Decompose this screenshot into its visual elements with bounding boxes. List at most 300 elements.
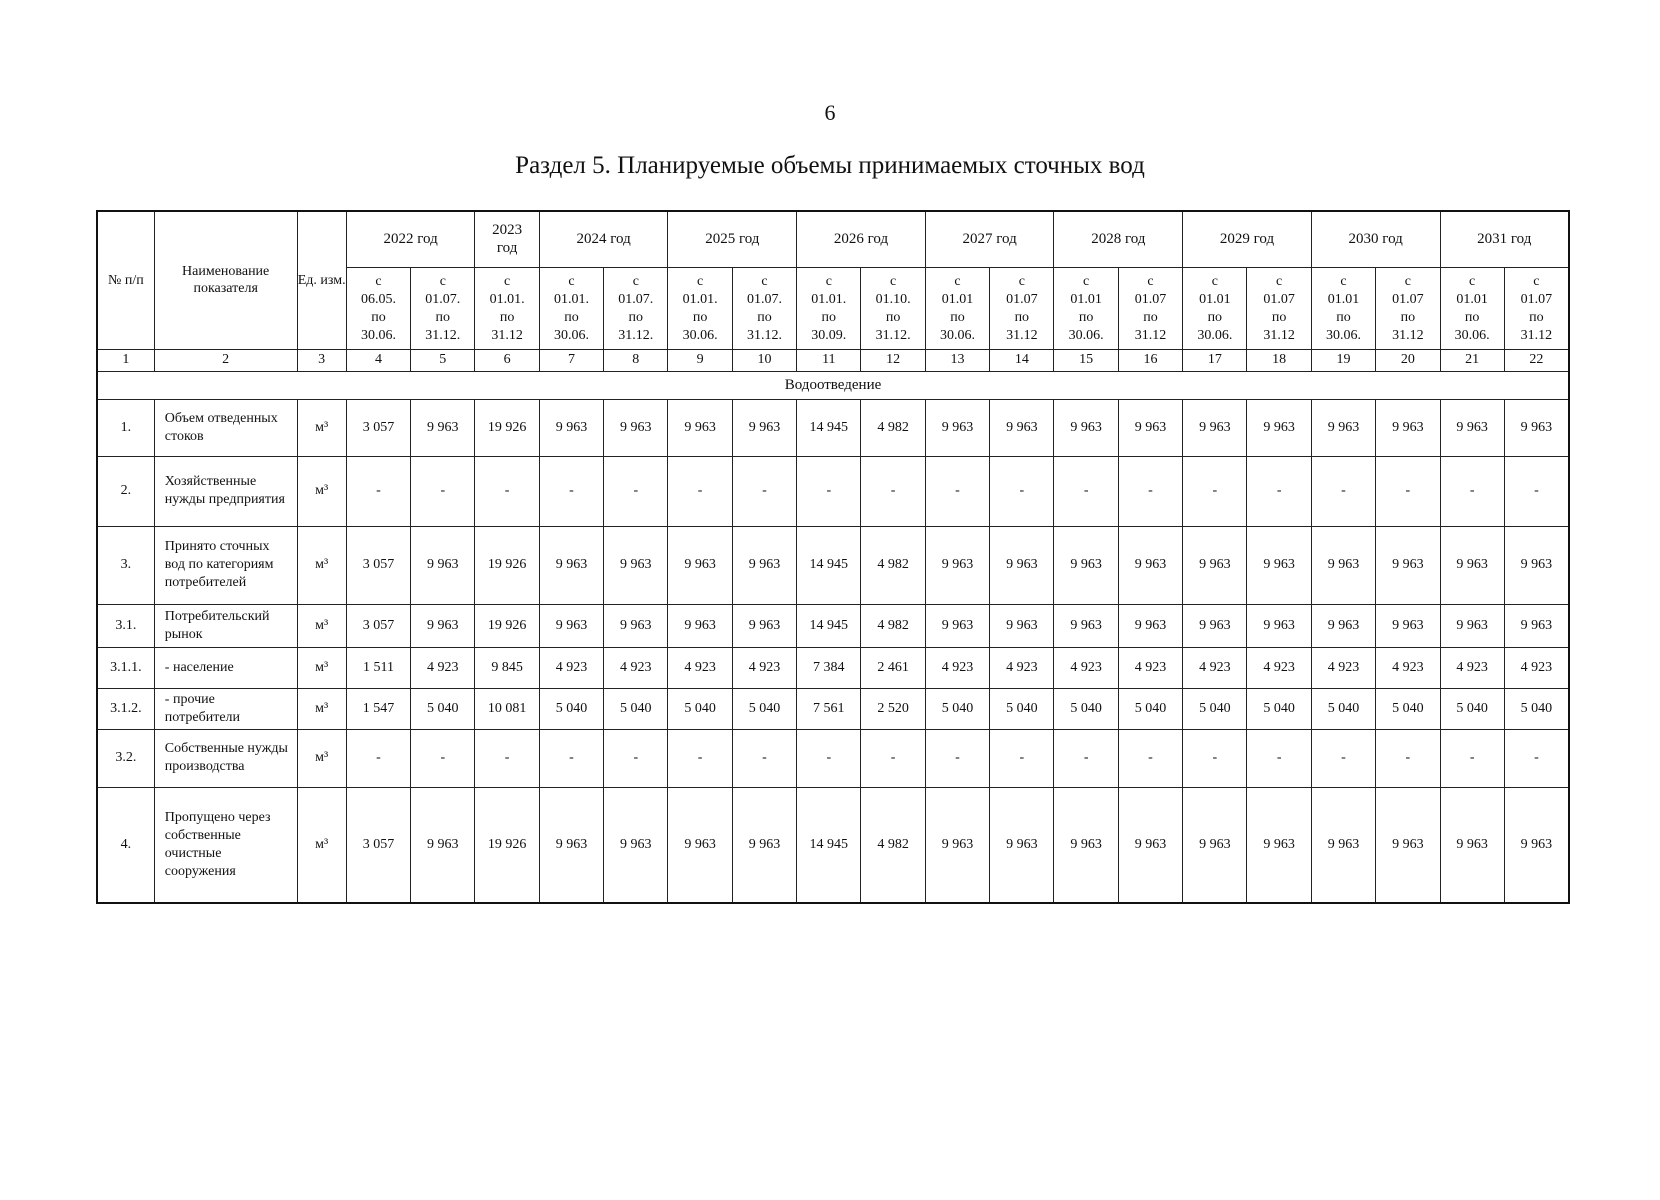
value-cell: 5 040 xyxy=(1054,688,1118,729)
period-line: с xyxy=(1018,274,1025,289)
value-cell: 9 963 xyxy=(1247,399,1311,456)
period-line: 31.12 xyxy=(1392,328,1424,343)
value-cell: 9 963 xyxy=(925,399,989,456)
value-cell: 9 963 xyxy=(668,787,732,903)
column-number: 6 xyxy=(475,349,539,371)
year-header: 2027 год xyxy=(925,211,1054,267)
column-number: 3 xyxy=(297,349,346,371)
table-row xyxy=(97,526,1569,604)
unit-cell: м³ xyxy=(297,647,346,688)
table-row xyxy=(97,688,1569,729)
column-number: 17 xyxy=(1183,349,1247,371)
period-line: 01.01. xyxy=(682,292,718,307)
period-line: 30.06. xyxy=(1197,328,1233,343)
column-number: 16 xyxy=(1118,349,1182,371)
value-cell: 9 963 xyxy=(539,526,603,604)
value-cell: 9 963 xyxy=(1311,526,1375,604)
period-line: 30.06. xyxy=(682,328,718,343)
period-line: 01.01 xyxy=(1456,292,1488,307)
value-cell: 9 963 xyxy=(539,787,603,903)
column-number: 7 xyxy=(539,349,603,371)
value-cell: - xyxy=(797,729,861,787)
value-cell: - xyxy=(861,456,925,526)
value-cell: - xyxy=(732,729,796,787)
table-row xyxy=(97,787,1569,903)
value-cell: - xyxy=(475,729,539,787)
value-cell: 4 923 xyxy=(668,647,732,688)
period-line: 01.01 xyxy=(1199,292,1231,307)
period-line: по xyxy=(757,310,772,325)
period-line: с xyxy=(1147,274,1154,289)
value-cell: 9 963 xyxy=(1183,604,1247,647)
column-number: 2 xyxy=(154,349,297,371)
value-cell: 9 845 xyxy=(475,647,539,688)
value-cell: 9 963 xyxy=(925,787,989,903)
period-line: по xyxy=(950,310,965,325)
period-line: по xyxy=(1207,310,1223,325)
period-line: с xyxy=(1083,274,1090,289)
value-cell: 9 963 xyxy=(604,399,668,456)
indicator-name: Собственные нужды производства xyxy=(154,729,297,787)
period-line: по xyxy=(1529,310,1544,325)
period-header xyxy=(1183,267,1247,349)
value-cell: - xyxy=(1376,729,1440,787)
indicator-name: Объем отведенных стоков xyxy=(154,399,297,456)
value-cell: - xyxy=(604,729,668,787)
value-cell: 19 926 xyxy=(475,604,539,647)
value-cell: 9 963 xyxy=(925,604,989,647)
value-cell: - xyxy=(797,456,861,526)
value-cell: - xyxy=(861,729,925,787)
value-cell: 9 963 xyxy=(990,604,1054,647)
column-numbers-row xyxy=(97,349,1569,371)
value-cell: 9 963 xyxy=(732,604,796,647)
indicator-name: Пропущено через собственные очистные сооружения xyxy=(154,787,297,903)
period-line: с xyxy=(1211,274,1218,289)
period-line: по xyxy=(1078,310,1094,325)
period-line: с xyxy=(632,274,639,289)
period-line: 01.01. xyxy=(811,292,847,307)
period-line: 31.12. xyxy=(425,328,461,343)
period-line: 01.07 xyxy=(1520,292,1553,307)
value-cell: 9 963 xyxy=(1118,526,1182,604)
value-cell: 5 040 xyxy=(604,688,668,729)
value-cell: 4 923 xyxy=(411,647,475,688)
column-number: 13 xyxy=(925,349,989,371)
column-number: 14 xyxy=(990,349,1054,371)
value-cell: - xyxy=(732,456,796,526)
section-label: Водоотведение xyxy=(97,371,1569,399)
period-header xyxy=(411,267,475,349)
value-cell: 19 926 xyxy=(475,399,539,456)
value-cell: 9 963 xyxy=(1183,787,1247,903)
value-cell: - xyxy=(539,729,603,787)
value-cell: 4 923 xyxy=(925,647,989,688)
table-row xyxy=(97,729,1569,787)
value-cell: 5 040 xyxy=(539,688,603,729)
column-number: 5 xyxy=(411,349,475,371)
value-cell: 9 963 xyxy=(1376,787,1440,903)
value-cell: - xyxy=(668,729,732,787)
unit-cell: м³ xyxy=(297,526,346,604)
value-cell: - xyxy=(925,456,989,526)
value-cell: 9 963 xyxy=(990,787,1054,903)
value-cell: 9 963 xyxy=(1054,604,1118,647)
period-line: 30.06. xyxy=(1454,328,1490,343)
value-cell: - xyxy=(668,456,732,526)
year-header: 2025 год xyxy=(668,211,797,267)
period-line: по xyxy=(1336,310,1351,325)
value-cell: 4 923 xyxy=(1311,647,1375,688)
value-cell: 9 963 xyxy=(604,787,668,903)
period-line: с xyxy=(504,274,511,289)
value-cell: 5 040 xyxy=(1247,688,1311,729)
value-cell: 9 963 xyxy=(1440,787,1504,903)
row-number: 3.2. xyxy=(97,729,154,787)
period-line: 01.07 xyxy=(1006,292,1038,307)
row-number: 3. xyxy=(97,526,154,604)
period-line: 31.12 xyxy=(491,328,523,343)
period-line: 31.12 xyxy=(1006,328,1038,343)
value-cell: 9 963 xyxy=(1440,604,1504,647)
value-cell: 9 963 xyxy=(411,399,475,456)
value-cell: 4 923 xyxy=(990,647,1054,688)
period-line: 01.07. xyxy=(618,292,654,307)
value-cell: 9 963 xyxy=(1311,399,1375,456)
value-cell: - xyxy=(1118,729,1182,787)
value-cell: - xyxy=(346,729,410,787)
period-line: 01.07. xyxy=(425,292,461,307)
column-number: 18 xyxy=(1247,349,1311,371)
value-cell: 4 923 xyxy=(1054,647,1118,688)
value-cell: 14 945 xyxy=(797,604,861,647)
value-cell: 9 963 xyxy=(1054,526,1118,604)
value-cell: 9 963 xyxy=(990,526,1054,604)
value-cell: - xyxy=(346,456,410,526)
value-cell: 14 945 xyxy=(797,526,861,604)
period-line: по xyxy=(435,310,451,325)
column-number: 9 xyxy=(668,349,732,371)
value-cell: 9 963 xyxy=(1118,604,1182,647)
value-cell: 14 945 xyxy=(797,399,861,456)
unit-cell: м³ xyxy=(297,456,346,526)
value-cell: 9 963 xyxy=(411,526,475,604)
year-header: 2031 год xyxy=(1440,211,1569,267)
period-header xyxy=(1376,267,1440,349)
value-cell: 4 923 xyxy=(539,647,603,688)
header-num: № п/п xyxy=(97,211,154,349)
row-number: 2. xyxy=(97,456,154,526)
indicator-name: - население xyxy=(154,647,297,688)
value-cell: - xyxy=(1311,729,1375,787)
value-cell: 5 040 xyxy=(1183,688,1247,729)
value-cell: 4 923 xyxy=(604,647,668,688)
period-header xyxy=(1504,267,1569,349)
value-cell: 2 461 xyxy=(861,647,925,688)
period-line: с xyxy=(1469,274,1476,289)
row-number: 3.1. xyxy=(97,604,154,647)
period-header xyxy=(539,267,603,349)
value-cell: 4 923 xyxy=(732,647,796,688)
value-cell: 5 040 xyxy=(1376,688,1440,729)
value-cell: 9 963 xyxy=(1247,604,1311,647)
period-line: по xyxy=(564,310,579,325)
period-line: 30.06. xyxy=(1068,328,1104,343)
value-cell: 10 081 xyxy=(475,688,539,729)
value-cell: 9 963 xyxy=(1247,787,1311,903)
value-cell: 19 926 xyxy=(475,787,539,903)
period-line: 31.12. xyxy=(746,328,782,343)
value-cell: 4 982 xyxy=(861,399,925,456)
year-header: 2028 год xyxy=(1054,211,1183,267)
period-line: с xyxy=(761,274,768,289)
column-number: 12 xyxy=(861,349,925,371)
period-line: 30.06. xyxy=(1325,328,1361,343)
section-row xyxy=(97,371,1569,399)
period-line: 01.01 xyxy=(1070,292,1102,307)
period-header xyxy=(861,267,925,349)
period-line: 01.01 xyxy=(1327,292,1360,307)
value-cell: 9 963 xyxy=(1054,787,1118,903)
period-line: по xyxy=(821,310,837,325)
period-line: 30.06. xyxy=(553,328,589,343)
value-cell: - xyxy=(1183,729,1247,787)
column-number: 19 xyxy=(1311,349,1375,371)
value-cell: 5 040 xyxy=(668,688,732,729)
table-row xyxy=(97,456,1569,526)
value-cell: - xyxy=(411,729,475,787)
period-line: 01.07 xyxy=(1134,292,1167,307)
period-header xyxy=(1247,267,1311,349)
value-cell: - xyxy=(1504,729,1569,787)
value-cell: - xyxy=(1311,456,1375,526)
period-line: 01.07 xyxy=(1392,292,1424,307)
value-cell: 4 923 xyxy=(1440,647,1504,688)
value-cell: 1 511 xyxy=(346,647,410,688)
period-header xyxy=(668,267,732,349)
value-cell: 1 547 xyxy=(346,688,410,729)
unit-cell: м³ xyxy=(297,688,346,729)
value-cell: - xyxy=(1247,456,1311,526)
value-cell: 9 963 xyxy=(925,526,989,604)
period-line: с xyxy=(375,274,382,289)
indicator-name: Принято сточных вод по категориям потребителей xyxy=(154,526,297,604)
value-cell: 9 963 xyxy=(539,399,603,456)
column-number: 1 xyxy=(97,349,154,371)
value-cell: - xyxy=(1118,456,1182,526)
period-line: 01.07. xyxy=(746,292,782,307)
value-cell: 9 963 xyxy=(668,399,732,456)
value-cell: 4 923 xyxy=(1376,647,1440,688)
value-cell: 9 963 xyxy=(1440,526,1504,604)
column-number: 4 xyxy=(346,349,410,371)
value-cell: - xyxy=(925,729,989,787)
value-cell: - xyxy=(1183,456,1247,526)
column-number: 11 xyxy=(797,349,861,371)
header-row-years xyxy=(97,211,1569,267)
value-cell: 5 040 xyxy=(925,688,989,729)
row-number: 3.1.2. xyxy=(97,688,154,729)
value-cell: 3 057 xyxy=(346,787,410,903)
value-cell: 9 963 xyxy=(1504,787,1569,903)
period-header xyxy=(1440,267,1504,349)
value-cell: 5 040 xyxy=(1440,688,1504,729)
row-number: 4. xyxy=(97,787,154,903)
period-line: с xyxy=(439,274,446,289)
value-cell: 9 963 xyxy=(668,526,732,604)
value-cell: 9 963 xyxy=(1311,604,1375,647)
wastewater-volume-table xyxy=(96,210,1570,904)
period-line: с xyxy=(890,274,897,289)
period-line: 31.12 xyxy=(1520,328,1553,343)
value-cell: 9 963 xyxy=(1376,526,1440,604)
period-line: с xyxy=(825,274,832,289)
value-cell: 9 963 xyxy=(539,604,603,647)
value-cell: - xyxy=(475,456,539,526)
period-line: по xyxy=(371,310,386,325)
period-line: с xyxy=(954,274,961,289)
value-cell: 9 963 xyxy=(1376,399,1440,456)
period-line: с xyxy=(1276,274,1283,289)
period-line: 30.06. xyxy=(360,328,396,343)
value-cell: - xyxy=(990,729,1054,787)
period-header xyxy=(925,267,989,349)
value-cell: 9 963 xyxy=(732,399,796,456)
year-header: 2024 год xyxy=(539,211,668,267)
value-cell: 3 057 xyxy=(346,399,410,456)
header-name: Наименование показателя xyxy=(154,211,297,349)
value-cell: - xyxy=(604,456,668,526)
period-line: 30.09. xyxy=(811,328,847,343)
period-line: 31.12. xyxy=(618,328,654,343)
period-line: с xyxy=(697,274,704,289)
period-line: с xyxy=(1533,274,1540,289)
unit-cell: м³ xyxy=(297,787,346,903)
value-cell: 3 057 xyxy=(346,526,410,604)
period-line: по xyxy=(1143,310,1158,325)
table-row xyxy=(97,647,1569,688)
value-cell: 4 982 xyxy=(861,787,925,903)
value-cell: 9 963 xyxy=(1311,787,1375,903)
value-cell: 9 963 xyxy=(411,787,475,903)
period-line: 31.12. xyxy=(875,328,911,343)
value-cell: 2 520 xyxy=(861,688,925,729)
period-header xyxy=(797,267,861,349)
value-cell: 5 040 xyxy=(1311,688,1375,729)
value-cell: - xyxy=(1247,729,1311,787)
section-title: Раздел 5. Планируемые объемы принимаемых сточных вод xyxy=(515,152,1145,179)
value-cell: 14 945 xyxy=(797,787,861,903)
value-cell: 19 926 xyxy=(475,526,539,604)
period-line: по xyxy=(1271,310,1287,325)
indicator-name: Потребительский рынок xyxy=(154,604,297,647)
page-number: 6 xyxy=(824,100,836,125)
column-number: 8 xyxy=(604,349,668,371)
value-cell: 9 963 xyxy=(1247,526,1311,604)
value-cell: 9 963 xyxy=(990,399,1054,456)
column-number: 20 xyxy=(1376,349,1440,371)
value-cell: - xyxy=(411,456,475,526)
unit-cell: м³ xyxy=(297,729,346,787)
period-line: 06.05. xyxy=(360,292,396,307)
period-header xyxy=(346,267,410,349)
value-cell: 3 057 xyxy=(346,604,410,647)
indicator-name: Хозяйственные нужды предприятия xyxy=(154,456,297,526)
value-cell: 5 040 xyxy=(411,688,475,729)
period-line: по xyxy=(499,310,515,325)
period-line: с xyxy=(568,274,575,289)
year-header: 2029 год xyxy=(1183,211,1312,267)
year-header: 2023 год xyxy=(475,211,539,267)
table-row xyxy=(97,399,1569,456)
row-number: 3.1.1. xyxy=(97,647,154,688)
column-number: 10 xyxy=(732,349,796,371)
value-cell: 4 982 xyxy=(861,526,925,604)
value-cell: 9 963 xyxy=(1054,399,1118,456)
period-line: по xyxy=(885,310,901,325)
value-cell: - xyxy=(1440,729,1504,787)
value-cell: 5 040 xyxy=(1118,688,1182,729)
value-cell: 9 963 xyxy=(411,604,475,647)
value-cell: 4 982 xyxy=(861,604,925,647)
period-line: по xyxy=(692,310,708,325)
unit-cell: м³ xyxy=(297,604,346,647)
value-cell: - xyxy=(539,456,603,526)
period-line: по xyxy=(1464,310,1480,325)
value-cell: 4 923 xyxy=(1183,647,1247,688)
period-line: 01.01. xyxy=(489,292,525,307)
value-cell: - xyxy=(1504,456,1569,526)
year-header: 2026 год xyxy=(797,211,926,267)
value-cell: - xyxy=(1054,729,1118,787)
value-cell: 7 384 xyxy=(797,647,861,688)
value-cell: 9 963 xyxy=(1376,604,1440,647)
row-number: 1. xyxy=(97,399,154,456)
value-cell: 7 561 xyxy=(797,688,861,729)
period-header xyxy=(1118,267,1182,349)
value-cell: 9 963 xyxy=(1183,526,1247,604)
period-line: 01.10. xyxy=(875,292,911,307)
period-line: с xyxy=(1340,274,1347,289)
value-cell: - xyxy=(990,456,1054,526)
period-line: 01.01 xyxy=(941,292,974,307)
value-cell: 4 923 xyxy=(1247,647,1311,688)
value-cell: 9 963 xyxy=(732,787,796,903)
period-header xyxy=(732,267,796,349)
period-header xyxy=(1054,267,1118,349)
period-header xyxy=(990,267,1054,349)
header-unit: Ед. изм. xyxy=(297,211,346,349)
value-cell: 9 963 xyxy=(1440,399,1504,456)
value-cell: 5 040 xyxy=(732,688,796,729)
value-cell: 9 963 xyxy=(668,604,732,647)
value-cell: 9 963 xyxy=(1504,399,1569,456)
year-header: 2030 год xyxy=(1311,211,1440,267)
period-line: 31.12 xyxy=(1134,328,1167,343)
period-line: 31.12 xyxy=(1263,328,1295,343)
value-cell: - xyxy=(1054,456,1118,526)
period-line: по xyxy=(1014,310,1030,325)
value-cell: 9 963 xyxy=(732,526,796,604)
value-cell: 4 923 xyxy=(1118,647,1182,688)
value-cell: 9 963 xyxy=(1183,399,1247,456)
period-line: 01.01. xyxy=(553,292,589,307)
table-row xyxy=(97,604,1569,647)
period-line: 01.07 xyxy=(1263,292,1295,307)
column-number: 15 xyxy=(1054,349,1118,371)
value-cell: 9 963 xyxy=(1118,787,1182,903)
value-cell: 9 963 xyxy=(604,526,668,604)
